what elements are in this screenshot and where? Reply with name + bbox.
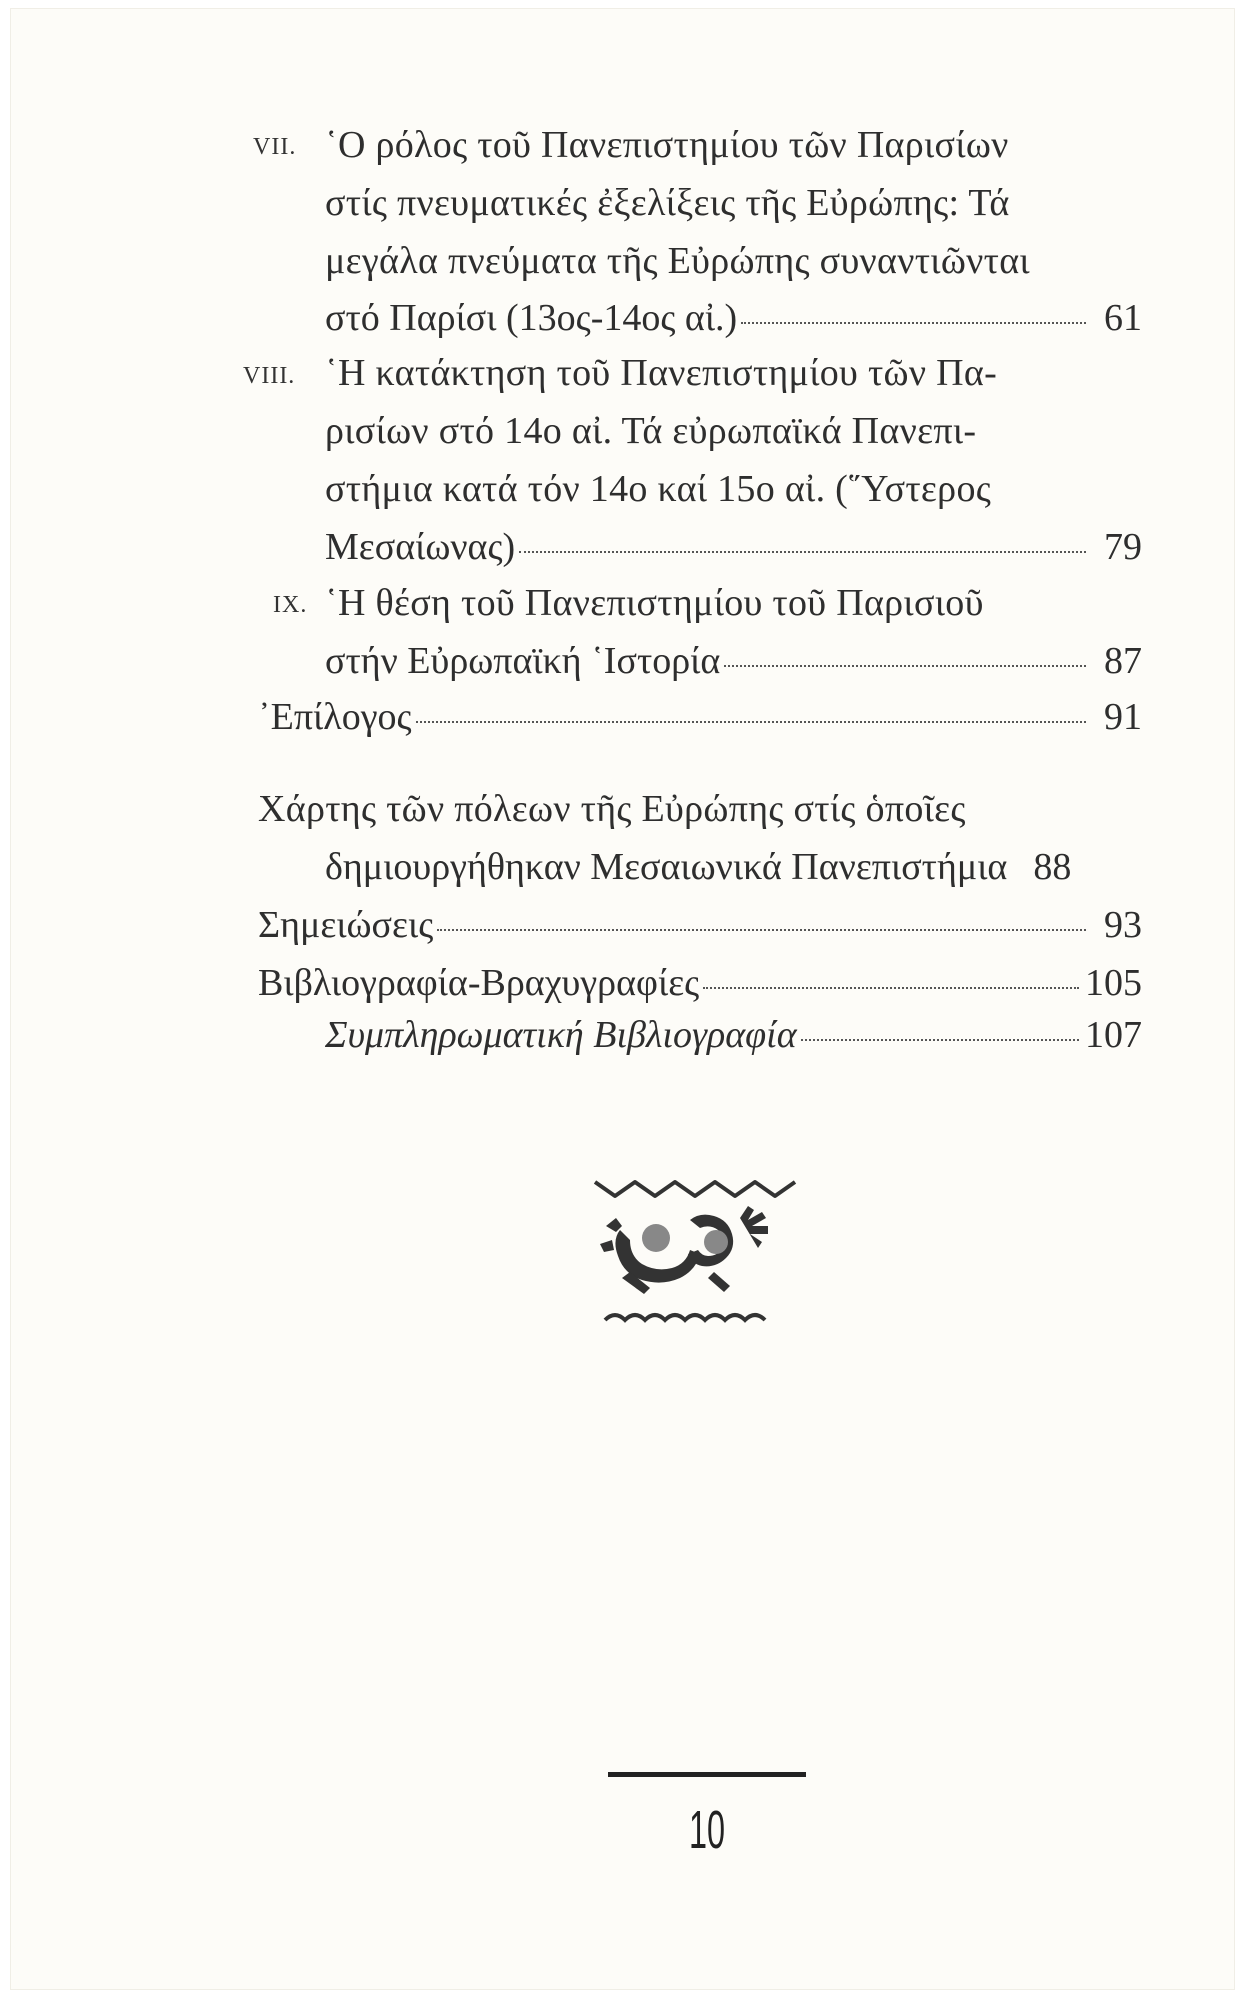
chapter-viii-title-line-4: Μεσαίωνας) — [325, 526, 516, 568]
supplementary-bibliography-page-number: 107 — [1085, 1014, 1142, 1056]
map-last-line — [325, 844, 1142, 890]
chapter-vii-title-line-2: στίς πνευματικές ἐξελίξεις τῆς Εὐρώπης: Τά — [325, 182, 1010, 224]
chapter-viii-page-number: 79 — [1104, 526, 1142, 568]
bibliography-entry — [258, 960, 1142, 1006]
chapter-viii-title-line-1: ῾Η κατάκτηση τοῦ Πανεπιστημίου τῶν Πα- — [325, 352, 998, 394]
epilogue-title: ᾿Επίλογος — [258, 696, 412, 738]
map-title-line-1: Χάρτης τῶν πόλεων τῆς Εὐρώπης στίς ὁποῖες — [258, 788, 966, 830]
epilogue-entry — [258, 694, 1142, 740]
dot-leader — [703, 957, 1079, 989]
page-number: 10 — [688, 1800, 726, 1860]
dot-leader — [416, 691, 1086, 723]
footer-rule — [608, 1772, 806, 1777]
map-page-number: 88 — [1033, 846, 1072, 888]
dot-leader — [724, 635, 1086, 667]
chapter-ix-last-line — [325, 638, 1142, 684]
chapter-vii-title-line-3: μεγάλα πνεύματα τῆς Εὐρώπης συναντιῶνται — [325, 240, 1030, 282]
supplementary-bibliography-entry — [325, 1012, 1142, 1058]
chapter-vii-page-number: 61 — [1104, 297, 1142, 339]
notes-page-number: 93 — [1104, 904, 1142, 946]
dot-leader — [519, 521, 1086, 553]
chapter-ix-title-line-2: στήν Εὐρωπαϊκή ῾Ιστορία — [325, 640, 721, 682]
chapter-viii-title-line-2: ρισίων στό 14ο αἰ. Τά εὐρωπαϊκά Πανεπι- — [325, 410, 977, 452]
chapter-numeral-vii: VII. — [253, 134, 297, 160]
wave-and-figures-ornament-icon — [590, 1160, 800, 1330]
bibliography-page-number: 105 — [1085, 962, 1142, 1004]
chapter-numeral-ix: IX. — [273, 592, 308, 618]
chapter-viii-title-line-3: στήμια κατά τόν 14ο καί 15ο αἰ. (῞Υστερος — [325, 468, 992, 510]
dot-leader — [801, 1009, 1079, 1041]
notes-title: Σημειώσεις — [258, 904, 434, 946]
supplementary-bibliography-title: Συμπληρωματική Βιβλιογραφία — [325, 1014, 797, 1056]
chapter-vii-last-line — [325, 295, 1142, 341]
chapter-ix-title-line-1: ῾Η θέση τοῦ Πανεπιστημίου τοῦ Παρισιοῦ — [325, 582, 984, 624]
map-title-line-2: δημιουργήθηκαν Μεσαιωνικά Πανεπιστήμια — [325, 846, 1008, 888]
epilogue-page-number: 91 — [1104, 696, 1142, 738]
dot-leader — [437, 899, 1086, 931]
chapter-numeral-viii: VIII. — [243, 363, 296, 389]
bibliography-title: Βιβλιογραφία-Βραχυγραφίες — [258, 962, 700, 1004]
dot-leader — [741, 292, 1086, 324]
chapter-ix-page-number: 87 — [1104, 640, 1142, 682]
chapter-viii-last-line — [325, 524, 1142, 570]
notes-entry — [258, 902, 1142, 948]
chapter-vii-title-line-4: στό Παρίσι (13ος-14ος αἰ.) — [325, 297, 738, 339]
chapter-vii-title-line-1: ῾Ο ρόλος τοῦ Πανεπιστημίου τῶν Παρισίων — [325, 124, 1009, 166]
